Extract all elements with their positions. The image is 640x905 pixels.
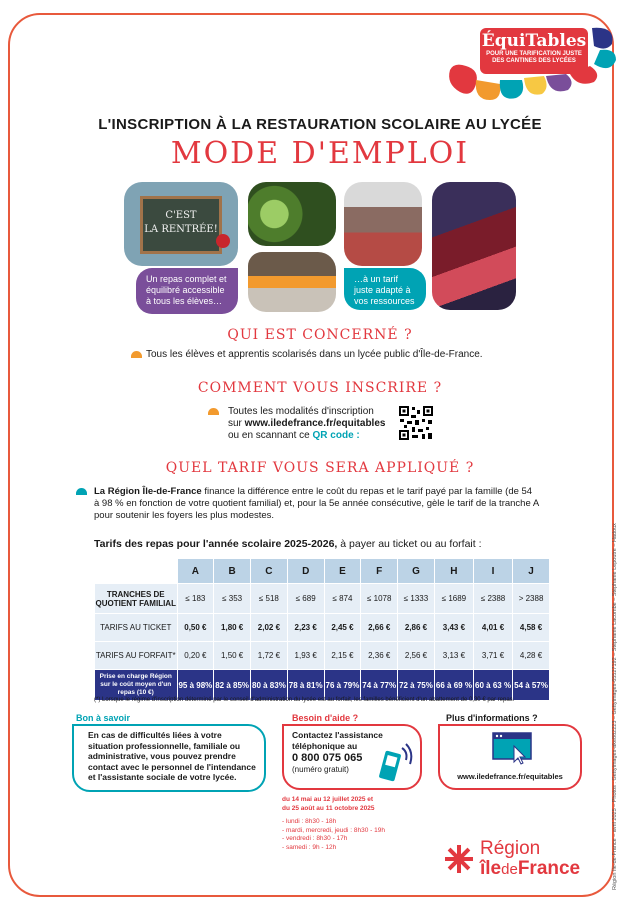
- cell: ≤ 2388: [473, 584, 512, 614]
- qr-code[interactable]: [398, 405, 434, 441]
- caption-right: [344, 268, 426, 310]
- region-logo-line1: Région: [480, 838, 541, 859]
- region-logo-de: de: [501, 861, 518, 878]
- chalkboard-line-1: C'EST: [165, 210, 197, 221]
- cell: ≤ 353: [214, 584, 251, 614]
- cell: 3,13 €: [434, 642, 473, 670]
- who-title: QUI EST CONCERNÉ ?: [227, 327, 413, 343]
- help-hours-1: - lundi : 8h30 - 18h: [282, 818, 337, 825]
- table-row-forfait: [95, 642, 550, 670]
- col-header: J: [513, 559, 550, 584]
- cell: ≤ 1078: [361, 584, 398, 614]
- cell: ≤ 1689: [434, 584, 473, 614]
- caption-right-text: …à un tarif juste adapté à vos ressources: [354, 274, 415, 306]
- help-title: Besoin d'aide ?: [292, 713, 359, 723]
- cell: 60 à 63 %: [473, 670, 512, 701]
- tariff-paragraph-rest: finance la différence entre le coût du repas et le tarif payé par la famille (de 54 à 98 % en fonction de votre quotient familial) et, pour la 5e année consécutive, gèle le tarif de la tranche A pour soutenir les foyers les plus modestes.: [94, 486, 539, 521]
- help-box: [282, 724, 422, 790]
- cell: 2,86 €: [398, 614, 435, 642]
- cell: 1,72 €: [251, 642, 288, 670]
- more-info-link[interactable]: www.iledefrance.fr/equitables: [457, 772, 563, 781]
- help-period-1: du 14 mai au 12 juillet 2025 et: [282, 796, 374, 803]
- col-header: F: [361, 559, 398, 584]
- how-title: COMMENT VOUS INSCRIRE ?: [197, 380, 443, 396]
- table-footnote: (*) Lorsque le régime d'inscription déterminé par le conseil d'administration du lycée est au forfait, les familles bénéficient d'un abattement de 0,30 € par repas.: [94, 697, 515, 703]
- col-header: E: [324, 559, 361, 584]
- cell: 4,01 €: [473, 614, 512, 642]
- good-to-know-title: Bon à savoir: [76, 713, 131, 723]
- tariff-paragraph-bold: La Région Île-de-France: [94, 486, 202, 497]
- cell: 54 à 57%: [513, 670, 550, 701]
- how-line-1: Toutes les modalités d'inscription: [228, 406, 374, 417]
- equitables-link[interactable]: www.iledefrance.fr/equitables: [244, 418, 386, 429]
- help-contact-2: téléphonique au: [292, 740, 358, 751]
- col-header: I: [473, 559, 512, 584]
- photo-vegetables: [248, 182, 336, 246]
- cell: 0,20 €: [177, 642, 214, 670]
- photo-chalkboard: [124, 182, 238, 266]
- row-label: Prise en charge Région sur le coût moyen d'un repas (10 €): [95, 670, 178, 701]
- cell: 74 à 77%: [361, 670, 398, 701]
- help-phone[interactable]: 0 800 075 065: [292, 752, 363, 764]
- cell: ≤ 1333: [398, 584, 435, 614]
- photo-canteen: [344, 182, 422, 266]
- cell: 2,23 €: [287, 614, 324, 642]
- col-header: B: [214, 559, 251, 584]
- cell: 4,58 €: [513, 614, 550, 642]
- cell: 3,71 €: [473, 642, 512, 670]
- caption-left-text: Un repas complet et équilibré accessible à tous les élèves…: [146, 274, 227, 306]
- chalkboard-line-2: LA RENTRÉE!: [144, 224, 218, 235]
- help-hours-2: - mardi, mercredi, jeudi : 8h30 - 19h: [282, 826, 385, 834]
- browser-window-icon: [492, 732, 532, 766]
- table-row-ticket: [95, 614, 550, 642]
- help-hours-4: - samedi : 9h - 12h: [282, 843, 337, 851]
- page-title: L'INSCRIPTION À LA RESTAURATION SCOLAIRE AU LYCÉE: [98, 116, 542, 133]
- cell: 2,56 €: [398, 642, 435, 670]
- table-heading-bold: Tarifs des repas pour l'année scolaire 2025-2026,: [94, 538, 338, 550]
- cell: ≤ 183: [177, 584, 214, 614]
- equitables-logo: [480, 28, 588, 74]
- col-header: D: [287, 559, 324, 584]
- row-label: TARIFS AU FORFAIT*: [95, 642, 178, 670]
- row-label: TARIFS AU TICKET: [95, 614, 178, 642]
- table-heading-rest: à payer au ticket ou au forfait :: [337, 538, 482, 550]
- col-header: A: [177, 559, 214, 584]
- help-periods: [282, 796, 374, 813]
- cell: 1,50 €: [214, 642, 251, 670]
- page-subtitle: MODE D'EMPLOI: [170, 136, 470, 171]
- cell: 76 à 79%: [324, 670, 361, 701]
- logo-title: ÉquiTables: [481, 31, 587, 51]
- region-logo-france: France: [517, 858, 581, 879]
- orange-bullet-icon: [208, 408, 219, 415]
- cell: 2,36 €: [361, 642, 398, 670]
- logo-subtitle-2: DES CANTINES DES LYCÉES: [492, 58, 576, 64]
- cell: 1,93 €: [287, 642, 324, 670]
- table-row-qf: [95, 584, 550, 614]
- help-hours: [282, 818, 385, 852]
- cell: 0,50 €: [177, 614, 214, 642]
- table-heading: [94, 538, 554, 550]
- cell: 1,80 €: [214, 614, 251, 642]
- help-contact-1: Contactez l'assistance: [292, 730, 383, 740]
- orange-bullet-icon: [131, 351, 142, 358]
- how-line-2-prefix: sur: [228, 418, 245, 429]
- cell: 82 à 85%: [214, 670, 251, 701]
- cell: ≤ 874: [324, 584, 361, 614]
- more-info-title: Plus d'informations ?: [446, 713, 538, 723]
- cell: ≤ 689: [287, 584, 324, 614]
- photo-tray: [432, 182, 516, 310]
- photo-serving: [248, 252, 336, 312]
- cell: 3,43 €: [434, 614, 473, 642]
- cell: 80 à 83%: [251, 670, 288, 701]
- cell: 4,28 €: [513, 642, 550, 670]
- who-text: Tous les élèves et apprentis scolarisés dans un lycée public d'Île-de-France.: [146, 349, 483, 360]
- col-header: H: [434, 559, 473, 584]
- cell: 78 à 81%: [287, 670, 324, 701]
- cell: 2,66 €: [361, 614, 398, 642]
- cell: 72 à 75%: [398, 670, 435, 701]
- teal-bullet-icon: [76, 488, 87, 495]
- help-hours-3: - vendredi : 8h30 - 17h: [282, 835, 348, 842]
- good-to-know-text: En cas de difficultés liées à votre situation professionnelle, familiale ou administrative, vous pouvez prendre contact avec le personnel de l'intendance et l'assistante sociale de votre lycée.: [88, 730, 256, 782]
- good-to-know-box: [72, 724, 266, 792]
- cell: 2,02 €: [251, 614, 288, 642]
- help-period-2: du 25 août au 11 octobre 2025: [282, 804, 375, 812]
- row-label: TRANCHES DE QUOTIENT FAMILIAL: [95, 584, 178, 614]
- tariff-paragraph: [94, 486, 540, 522]
- tariff-table: [94, 558, 550, 701]
- photo-credits: Région Île-de-France – avril 2025 – Photos : Gettyimages-ake882223 – Gettyimages-65527192 – Stéphanie Lacombe – Stéphanie Lepoutre – Hadoux: [612, 523, 618, 890]
- more-info-box: [438, 724, 582, 790]
- cell: 95 à 98%: [177, 670, 214, 701]
- region-logo-line2: [480, 858, 580, 881]
- cell: > 2388: [513, 584, 550, 614]
- cell: 66 à 69 %: [434, 670, 473, 701]
- tariff-title: QUEL TARIF VOUS SERA APPLIQUÉ ?: [165, 460, 475, 476]
- cell: 2,45 €: [324, 614, 361, 642]
- how-line-3-prefix: ou en scannant ce: [228, 430, 313, 441]
- col-header: C: [251, 559, 288, 584]
- logo-subtitle-1: POUR UNE TARIFICATION JUSTE: [486, 51, 582, 57]
- cell: ≤ 518: [251, 584, 288, 614]
- caption-left: [136, 268, 238, 314]
- region-logo-ile: île: [480, 858, 502, 879]
- cell: 2,15 €: [324, 642, 361, 670]
- phone-icon: [378, 742, 414, 782]
- qr-code-label: QR code :: [312, 430, 360, 441]
- how-text: [228, 406, 398, 442]
- region-star-icon: [444, 844, 474, 874]
- col-header: G: [398, 559, 435, 584]
- help-free: (numéro gratuit): [292, 765, 349, 774]
